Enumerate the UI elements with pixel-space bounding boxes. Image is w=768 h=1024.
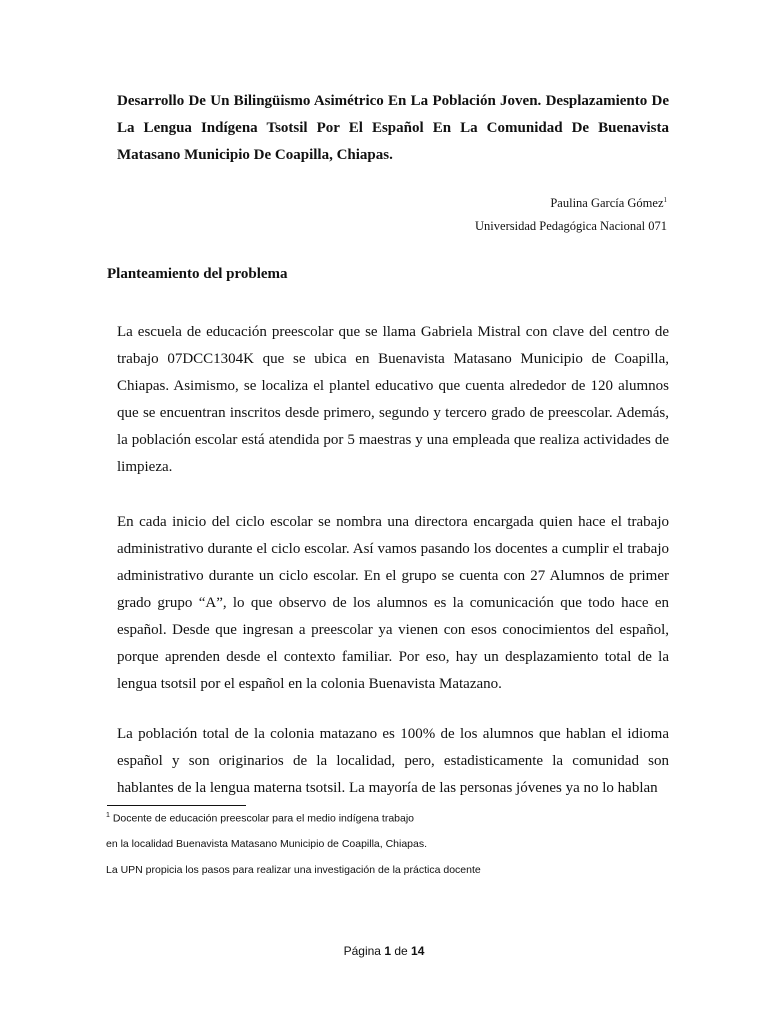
footnote-divider xyxy=(107,805,246,806)
body-paragraph: En cada inicio del ciclo escolar se nombra una directora encargada quien hace el trabajo administrativo durante el ciclo escolar. Así vamos pasando los docentes a cumplir el trabajo administrativo durante un ciclo escolar. En el grupo se cuenta con 27 Alumnos de primer grado grupo “A”, lo que observo de los alumnos es la comunicación que todo hace en español. Desde que ingresan a preescolar ya vienen con esos conocimientos del español, porque aprenden desde el contexto familiar. Por eso, hay un desplazamiento total de la lengua tsotsil por el español en la colonia Buenavista Matazano. xyxy=(117,514,669,692)
body-paragraph: La población total de la colonia matazano es 100% de los alumnos que hablan el idioma español y son originarios de la localidad, pero, estadisticamente la comunidad son hablantes de la lengua materna tsotsil. La mayoría de las personas jóvenes ya no lo hablan xyxy=(117,726,669,796)
section-heading: Planteamiento del problema xyxy=(107,266,288,282)
footnote-mark: 1 xyxy=(106,812,110,819)
page-number-prefix: Página xyxy=(343,944,381,958)
author-affiliation: Universidad Pedagógica Nacional 071 xyxy=(475,219,667,233)
page-number-total: 14 xyxy=(411,944,425,958)
footnote-text: Docente de educación preescolar para el medio indígena trabajo xyxy=(112,812,415,825)
author-name-text: Paulina García Gómez xyxy=(550,196,664,211)
page-number-current: 1 xyxy=(384,944,391,958)
body-paragraph: La escuela de educación preescolar que se llama Gabriela Mistral con clave del centro de trabajo 07DCC1304K que se ubica en Buenavista Matasano Municipio de Coapilla, Chiapas. Asimismo, se localiza el plantel educativo que cuenta alrededor de 120 alumnos que se encuentran inscritos desde primero, segundo y tercero grado de preescolar. Además, la población escolar está atendida por 5 maestras y una empleada que realiza actividades de limpieza. xyxy=(117,324,669,475)
author-name xyxy=(550,196,667,211)
footnote-line: en la localidad Buenavista Matasano Municipio de Coapilla, Chiapas. xyxy=(106,838,428,850)
page-number xyxy=(0,944,768,958)
footnote-line xyxy=(106,812,414,825)
author-footnote-mark: 1 xyxy=(663,196,667,204)
page-number-middle: de xyxy=(394,944,408,958)
document-title: Desarrollo De Un Bilingüismo Asimétrico En La Población Joven. Desplazamiento De La Lengua Indígena Tsotsil Por El Español En La Comunidad De Buenavista Matasano Municipio De Coapilla, Chiapas. xyxy=(117,93,669,163)
footnote-line: La UPN propicia los pasos para realizar una investigación de la práctica docente xyxy=(106,864,481,876)
